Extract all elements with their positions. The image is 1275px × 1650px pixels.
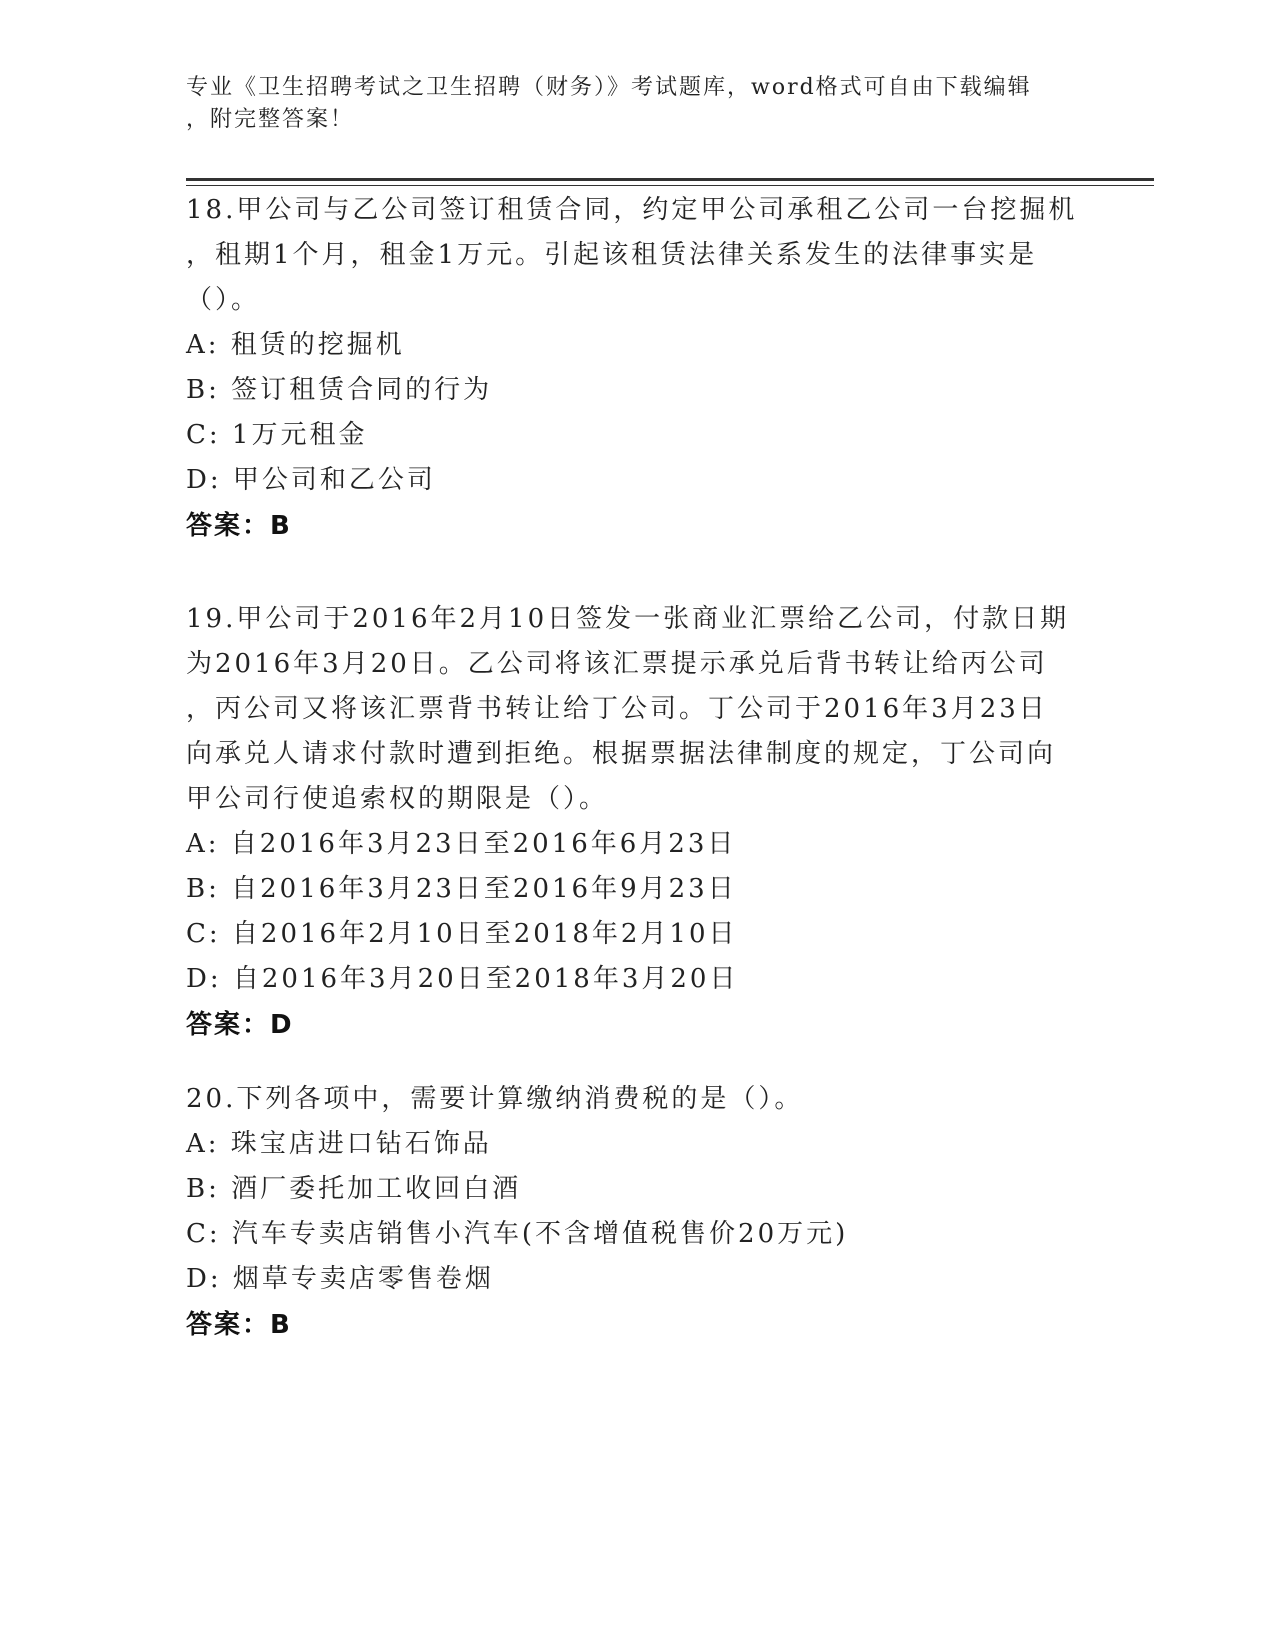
option-c: C: 汽车专卖店销售小汽车(不含增值税售价20万元) xyxy=(186,1219,849,1249)
question-stem-line: （）。 xyxy=(186,285,261,315)
question-stem-line: ，租期1个月，租金1万元。引起该租赁法律关系发生的法律事实是 xyxy=(186,240,1038,270)
question-20 xyxy=(186,1077,1086,1348)
option-a: A: 珠宝店进口钻石饰品 xyxy=(186,1129,492,1159)
question-stem-line: 18.甲公司与乙公司签订租赁合同，约定甲公司承租乙公司一台挖掘机 xyxy=(186,195,1078,225)
question-stem-line: 向承兑人请求付款时遭到拒绝。根据票据法律制度的规定，丁公司向 xyxy=(186,739,1057,769)
option-d: D: 烟草专卖店零售卷烟 xyxy=(186,1264,494,1294)
question-stem-line: 19.甲公司于2016年2月10日签发一张商业汇票给乙公司，付款日期 xyxy=(186,604,1070,634)
header-divider-thin xyxy=(186,185,1154,186)
header-title-line-2: ，附完整答案！ xyxy=(186,107,355,132)
question-18 xyxy=(186,188,1086,549)
question-stem-line: 为2016年3月20日。乙公司将该汇票提示承兑后背书转让给丙公司 xyxy=(186,649,1048,679)
question-stem-line: 甲公司行使追索权的期限是（）。 xyxy=(186,784,609,814)
answer: 答案：B xyxy=(186,511,292,541)
header-title-line-1: 专业《卫生招聘考试之卫生招聘（财务）》考试题库，word格式可自由下载编辑 xyxy=(186,75,1032,100)
option-c: C: 1万元租金 xyxy=(186,420,368,450)
option-b: B: 酒厂委托加工收回白酒 xyxy=(186,1174,522,1204)
option-c: C: 自2016年2月10日至2018年2月10日 xyxy=(186,919,738,949)
question-stem-line: 20.下列各项中，需要计算缴纳消费税的是（）。 xyxy=(186,1084,804,1114)
option-b: B: 签订租赁合同的行为 xyxy=(186,375,493,405)
option-d: D: 自2016年3月20日至2018年3月20日 xyxy=(186,964,739,994)
answer: 答案：B xyxy=(186,1310,292,1340)
option-b: B: 自2016年3月23日至2016年9月23日 xyxy=(186,874,737,904)
option-d: D: 甲公司和乙公司 xyxy=(186,465,436,495)
document-header xyxy=(186,72,1086,136)
question-19 xyxy=(186,597,1086,1048)
header-divider-thick xyxy=(186,178,1154,181)
answer: 答案：D xyxy=(186,1010,294,1040)
question-stem-line: ，丙公司又将该汇票背书转让给丁公司。丁公司于2016年3月23日 xyxy=(186,694,1048,724)
option-a: A: 自2016年3月23日至2016年6月23日 xyxy=(186,829,737,859)
option-a: A: 租赁的挖掘机 xyxy=(186,330,405,360)
